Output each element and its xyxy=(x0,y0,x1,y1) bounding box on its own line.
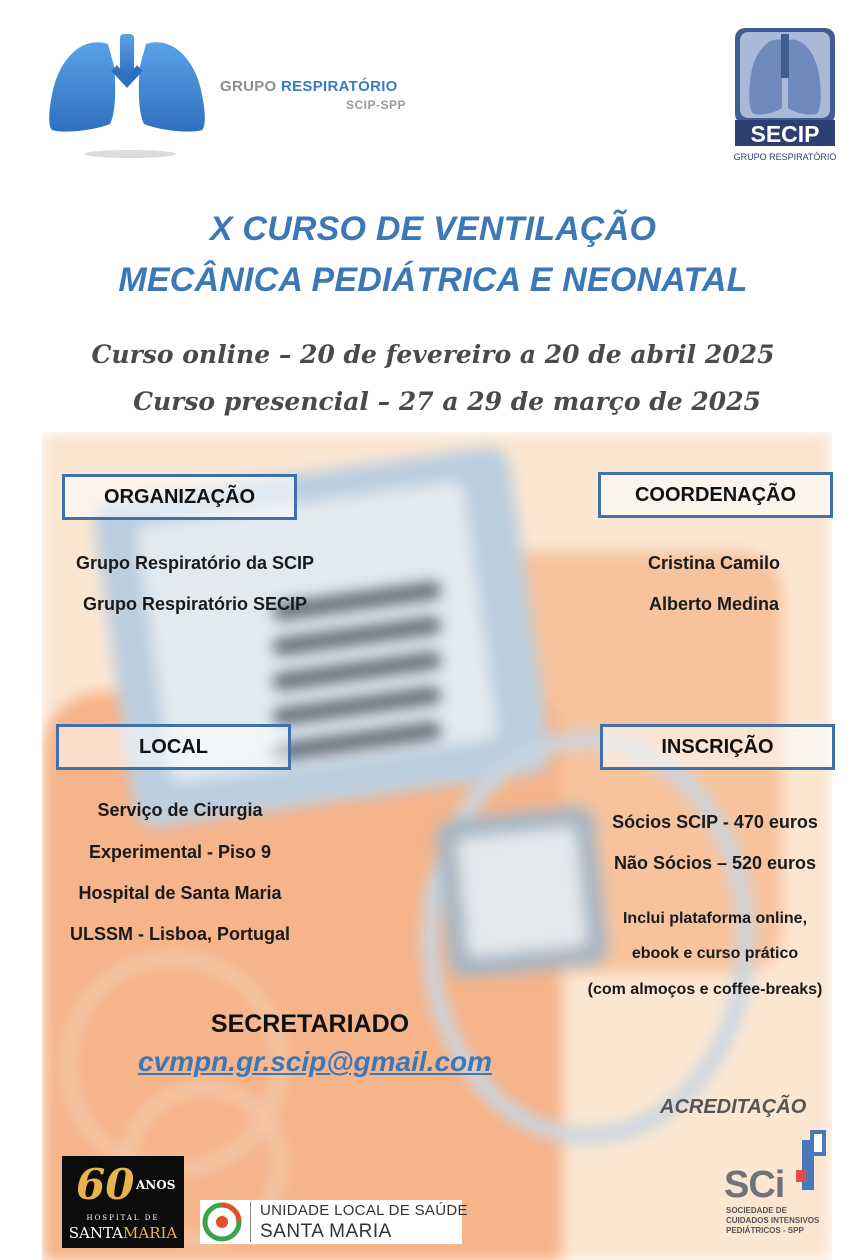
scip-spp-logo xyxy=(722,1130,852,1248)
secip-logo-subtitle: GRUPO RESPIRATÓRIO xyxy=(734,152,836,162)
hsm-subtitle: HOSPITAL DE xyxy=(86,1214,160,1222)
scip-subtitle-line2: CUIDADOS INTENSIVOS xyxy=(726,1216,820,1225)
ulssm-logo xyxy=(200,1200,468,1244)
local-heading: LOCAL xyxy=(56,724,291,770)
hsm-number: 60 xyxy=(76,1160,135,1209)
inscricao-heading: INSCRIÇÃO xyxy=(600,724,835,770)
secip-logo-name: SECIP xyxy=(750,121,820,147)
local-item: ULSSM - Lisboa, Portugal xyxy=(69,924,290,944)
group-logo-word-gray: GRUPO xyxy=(220,78,277,95)
coordenacao-item: Alberto Medina xyxy=(648,594,779,614)
secretariado-heading: SECRETARIADO xyxy=(210,1010,410,1038)
hospital-santa-maria-60-anos-logo xyxy=(62,1156,184,1248)
inscricao-price: Sócios SCIP - 470 euros xyxy=(612,812,818,832)
ulssm-divider xyxy=(250,1202,251,1242)
acreditacao-label: ACREDITAÇÃO xyxy=(660,1096,807,1118)
ulssm-mark-icon xyxy=(202,1202,242,1242)
course-title-line2: MECÂNICA PEDIÁTRICA E NEONATAL xyxy=(118,261,748,299)
scip-word: SCi xyxy=(724,1164,785,1206)
scip-subtitle-line3: PEDIÁTRICOS - SPP xyxy=(726,1226,804,1235)
hsm-name-b: MARIA xyxy=(123,1224,178,1242)
ulssm-line1: UNIDADE LOCAL DE SAÚDE xyxy=(260,1202,468,1219)
organizacao-item: Grupo Respiratório da SCIP xyxy=(75,553,315,573)
ulssm-line2: SANTA MARIA xyxy=(260,1221,392,1242)
local-item: Experimental - Piso 9 xyxy=(88,842,272,862)
organizacao-item: Grupo Respiratório SECIP xyxy=(82,594,308,614)
inscricao-note: (com almoços e coffee-breaks) xyxy=(587,981,823,998)
secip-logo xyxy=(734,28,836,168)
online-dates: Curso online – 20 de fevereiro a 20 de abril 2025 xyxy=(91,340,775,369)
inscricao-note: ebook e curso prático xyxy=(631,945,799,962)
group-logo-word-blue: RESPIRATÓRIO xyxy=(280,78,398,95)
hsm-name xyxy=(62,1224,184,1242)
group-logo-subtitle: SCIP-SPP xyxy=(346,98,407,112)
inscricao-note: Inclui plataforma online, xyxy=(622,910,808,927)
local-item: Hospital de Santa Maria xyxy=(78,883,282,903)
group-logo-text xyxy=(220,78,398,95)
lung-logo-icon xyxy=(44,26,210,164)
coordenacao-heading: COORDENAÇÃO xyxy=(598,472,833,518)
presencial-dates: Curso presencial – 27 a 29 de março de 2025 xyxy=(133,387,761,416)
local-item: Serviço de Cirurgia xyxy=(97,800,263,820)
scip-subtitle xyxy=(726,1206,819,1236)
course-title-line1: X CURSO DE VENTILAÇÃO xyxy=(209,210,657,248)
inscricao-price: Não Sócios – 520 euros xyxy=(613,853,817,873)
hsm-anos: ANOS xyxy=(136,1178,176,1192)
scip-mark-icon xyxy=(796,1130,830,1202)
secretariado-email-link[interactable]: cvmpn.gr.scip@gmail.com xyxy=(137,1046,493,1077)
coordenacao-item: Cristina Camilo xyxy=(647,553,781,573)
hsm-name-a: SANTA xyxy=(68,1224,123,1242)
organizacao-heading: ORGANIZAÇÃO xyxy=(62,474,297,520)
scip-subtitle-line1: SOCIEDADE DE xyxy=(726,1206,787,1215)
